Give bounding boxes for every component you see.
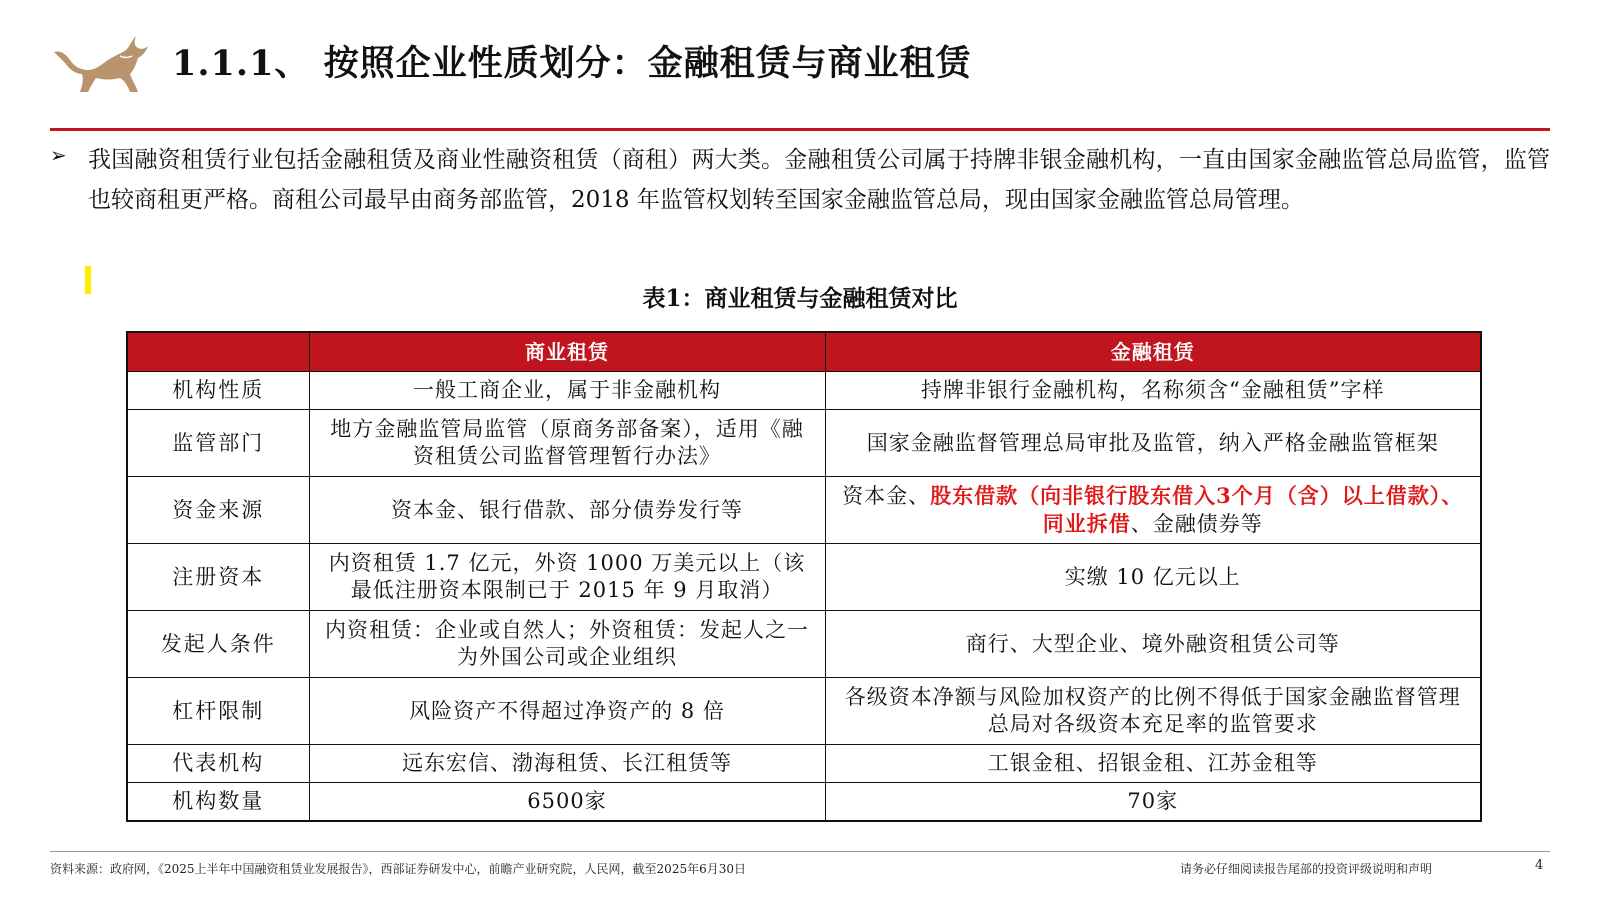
financial-text-post: 、金融债券等	[1130, 512, 1263, 536]
table-row	[127, 410, 1481, 477]
table-row	[127, 783, 1481, 821]
header-cell-financial: 金融租赁	[825, 332, 1481, 372]
header-cell-empty	[127, 332, 309, 372]
page-title: 1.1.1、 按照企业性质划分：金融租赁与商业租赁	[172, 43, 972, 84]
title-divider	[50, 128, 1550, 131]
commercial-cell: 6500家	[309, 783, 825, 821]
row-label: 代表机构	[127, 745, 309, 783]
footer-divider	[50, 851, 1550, 852]
financial-cell: 各级资本净额与风险加权资产的比例不得低于国家金融监督管理总局对各级资本充足率的监管要求	[825, 678, 1481, 745]
highlighted-text: 股东借款（向非银行股东借入3个月（含）以上借款）、同业拆借	[930, 483, 1464, 536]
financial-cell: 工银金租、招银金租、江苏金租等	[825, 745, 1481, 783]
row-label: 机构数量	[127, 783, 309, 821]
financial-cell: 商行、大型企业、境外融资租赁公司等	[825, 611, 1481, 678]
financial-cell: 持牌非银行金融机构，名称须含“金融租赁”字样	[825, 372, 1481, 410]
commercial-cell: 资本金、银行借款、部分债券发行等	[309, 477, 825, 544]
commercial-cell: 远东宏信、渤海租赁、长江租赁等	[309, 745, 825, 783]
table-row	[127, 611, 1481, 678]
financial-cell: 实缴 10 亿元以上	[825, 544, 1481, 611]
row-label: 机构性质	[127, 372, 309, 410]
intro-bullet	[50, 140, 1550, 220]
row-label: 注册资本	[127, 544, 309, 611]
row-label: 杠杆限制	[127, 678, 309, 745]
table-row	[127, 678, 1481, 745]
row-label: 发起人条件	[127, 611, 309, 678]
row-label: 监管部门	[127, 410, 309, 477]
financial-cell: 国家金融监督管理总局审批及监管，纳入严格金融监管框架	[825, 410, 1481, 477]
arrowhead-bullet-icon: ➢	[50, 143, 67, 167]
table-row	[127, 544, 1481, 611]
table-caption: 表1：商业租赁与金融租赁对比	[642, 285, 958, 312]
financial-cell: 70家	[825, 783, 1481, 821]
commercial-cell: 一般工商企业，属于非金融机构	[309, 372, 825, 410]
table-row	[127, 372, 1481, 410]
financial-text-pre: 资本金、	[842, 484, 931, 508]
page-number: 4	[1535, 858, 1544, 873]
commercial-cell: 风险资产不得超过净资产的 8 倍	[309, 678, 825, 745]
source-note: 资料来源：政府网，《2025上半年中国融资租赁业发展报告》，西部证券研发中心，前瞻产业研究院，人民网，截至2025年6月30日	[50, 862, 746, 876]
commercial-cell: 内资租赁 1.7 亿元，外资 1000 万美元以上（该最低注册资本限制已于 2015 年 9 月取消）	[309, 544, 825, 611]
table-row	[127, 477, 1481, 544]
table-row	[127, 745, 1481, 783]
commercial-cell: 地方金融监管局监管（原商务部备案），适用《融资租赁公司监督管理暂行办法》	[309, 410, 825, 477]
financial-cell	[825, 477, 1481, 544]
disclaimer-note: 请务必仔细阅读报告尾部的投资评级说明和声明	[1180, 862, 1433, 876]
commercial-cell: 内资租赁：企业或自然人；外资租赁：发起人之一为外国公司或企业组织	[309, 611, 825, 678]
comparison-table	[126, 331, 1482, 822]
header-cell-commercial: 商业租赁	[309, 332, 825, 372]
row-label: 资金来源	[127, 477, 309, 544]
bull-icon	[50, 30, 150, 96]
intro-text: 我国融资租赁行业包括金融租赁及商业性融资租赁（商租）两大类。金融租赁公司属于持牌非银金融机构，一直由国家金融监管总局监管，监管也较商租更严格。商租公司最早由商务部监管，2018 年监管权划转至国家金融监管总局，现由国家金融监管总局管理。	[88, 147, 1550, 213]
table-header-row	[127, 332, 1481, 372]
